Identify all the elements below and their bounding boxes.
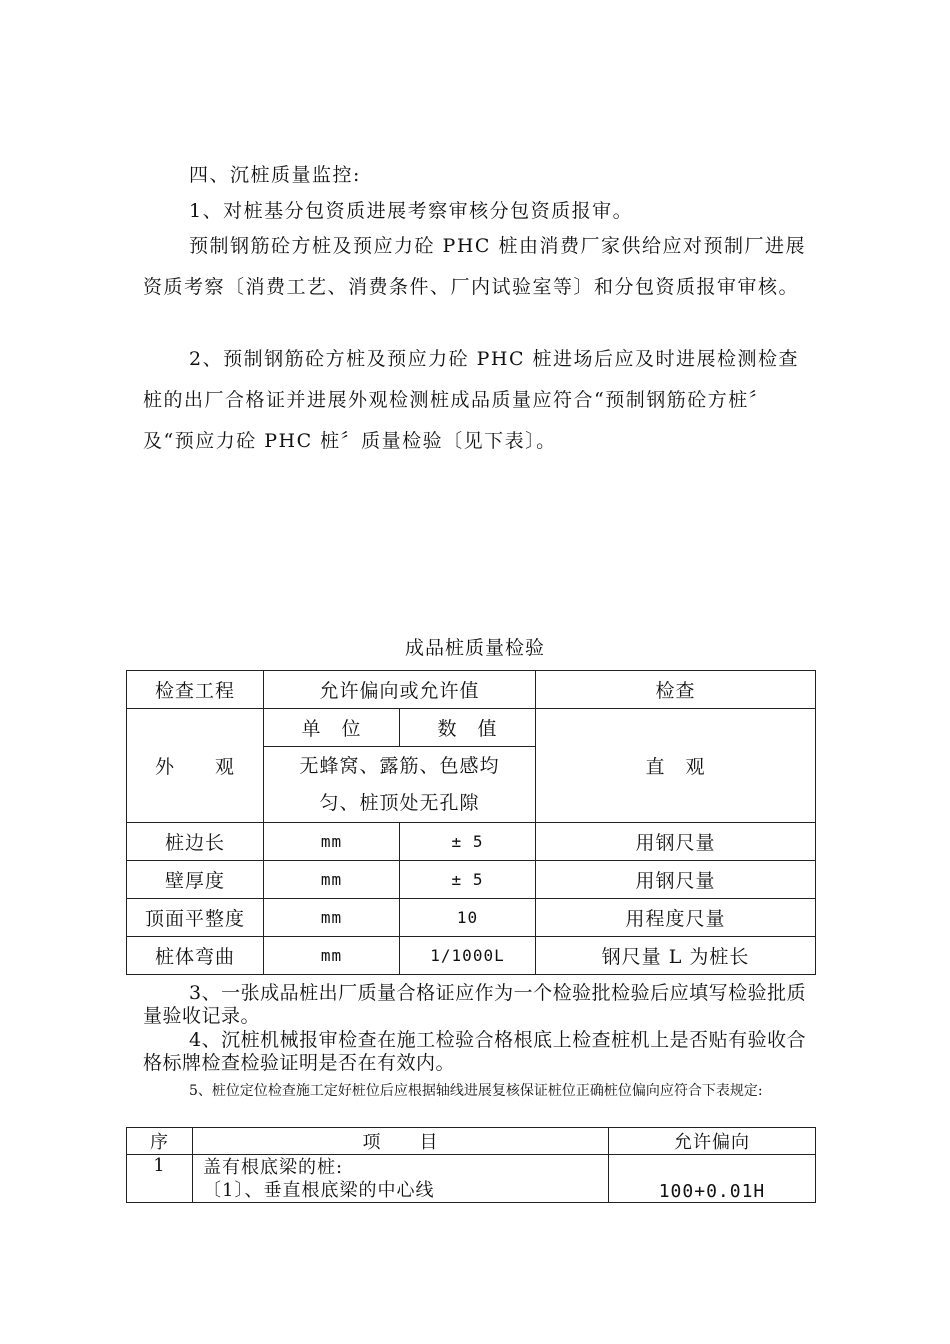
table-row bbox=[127, 899, 816, 937]
row-check: 用程度尺量 bbox=[536, 899, 816, 937]
row-item-line1: 盖有根底梁的桩: bbox=[203, 1156, 344, 1178]
row-item bbox=[193, 1155, 609, 1203]
row-unit: mm bbox=[264, 861, 400, 899]
row-item: 桩体弯曲 bbox=[127, 937, 264, 975]
header-item: 项 目 bbox=[193, 1128, 609, 1155]
row-check: 钢尺量 L 为桩长 bbox=[536, 937, 816, 975]
row-item-line2: 〔1〕、垂直根底梁的中心线 bbox=[203, 1179, 435, 1201]
header-tolerance: 允许偏向或允许值 bbox=[264, 671, 536, 709]
row-value: ± 5 bbox=[400, 823, 536, 861]
row-item: 壁厚度 bbox=[127, 861, 264, 899]
table-row bbox=[127, 709, 816, 747]
header-check: 检查 bbox=[536, 671, 816, 709]
paragraph-5: 4、沉桩机械报审检查在施工检验合格根底上检查桩机上是否贴有验收合格标牌检查检验证明是否在有效内。 bbox=[143, 1029, 807, 1074]
subheader-unit: 单 位 bbox=[264, 709, 400, 747]
pile-position-table bbox=[126, 1127, 816, 1203]
appearance-label: 外 观 bbox=[127, 709, 264, 823]
table-row bbox=[127, 823, 816, 861]
row-unit: mm bbox=[264, 937, 400, 975]
table1-caption: 成品桩质量检验 bbox=[404, 637, 545, 659]
header-no: 序 bbox=[127, 1128, 193, 1155]
row-value: 10 bbox=[400, 899, 536, 937]
paragraph-3: 2、预制钢筋砼方桩及预应力砼 PHC 桩进场后应及时进展检测检查桩的出厂合格证并进展外观检测桩成品质量应符合“预制钢筋砼方桩〞及“预应力砼 PHC 桩〞质量检验〔见下表〕。 bbox=[143, 348, 800, 452]
header-deviation: 允许偏向 bbox=[609, 1128, 816, 1155]
table-header-row bbox=[127, 1128, 816, 1155]
row-deviation: 100+0.01H bbox=[609, 1155, 816, 1203]
row-value: 1/1000L bbox=[400, 937, 536, 975]
paragraph-2: 预制钢筋砼方桩及预应力砼 PHC 桩由消费厂家供给应对预制厂进展资质考察〔消费工艺、消费条件、厂内试验室等〕和分包资质报审审核。 bbox=[143, 235, 806, 298]
subheader-value: 数 值 bbox=[400, 709, 536, 747]
row-item: 桩边长 bbox=[127, 823, 264, 861]
paragraph-1: 1、对桩基分包资质进展考察审核分包资质报审。 bbox=[189, 200, 634, 222]
row-unit: mm bbox=[264, 823, 400, 861]
row-item: 顶面平整度 bbox=[127, 899, 264, 937]
table-header-row bbox=[127, 671, 816, 709]
quality-inspection-table bbox=[126, 670, 816, 975]
header-item: 检查工程 bbox=[127, 671, 264, 709]
row-check: 用钢尺量 bbox=[536, 861, 816, 899]
table-row bbox=[127, 1155, 816, 1203]
row-no: 1 bbox=[127, 1155, 193, 1203]
row-check: 用钢尺量 bbox=[536, 823, 816, 861]
table-row bbox=[127, 861, 816, 899]
table-row bbox=[127, 937, 816, 975]
row-unit: mm bbox=[264, 899, 400, 937]
section-heading: 四、沉桩质量监控: bbox=[189, 164, 361, 186]
appearance-requirement: 无蜂窝、露筋、色感均匀、桩顶处无孔隙 bbox=[264, 747, 536, 823]
paragraph-4: 3、一张成品桩出厂质量合格证应作为一个检验批检验后应填写检验批质量验收记录。 bbox=[143, 982, 807, 1027]
row-value: ± 5 bbox=[400, 861, 536, 899]
paragraph-6: 5、桩位定位检查施工定好桩位后应根据轴线进展复核保证桩位正确桩位偏向应符合下表规定: bbox=[189, 1083, 763, 1099]
appearance-check: 直 观 bbox=[536, 709, 816, 823]
